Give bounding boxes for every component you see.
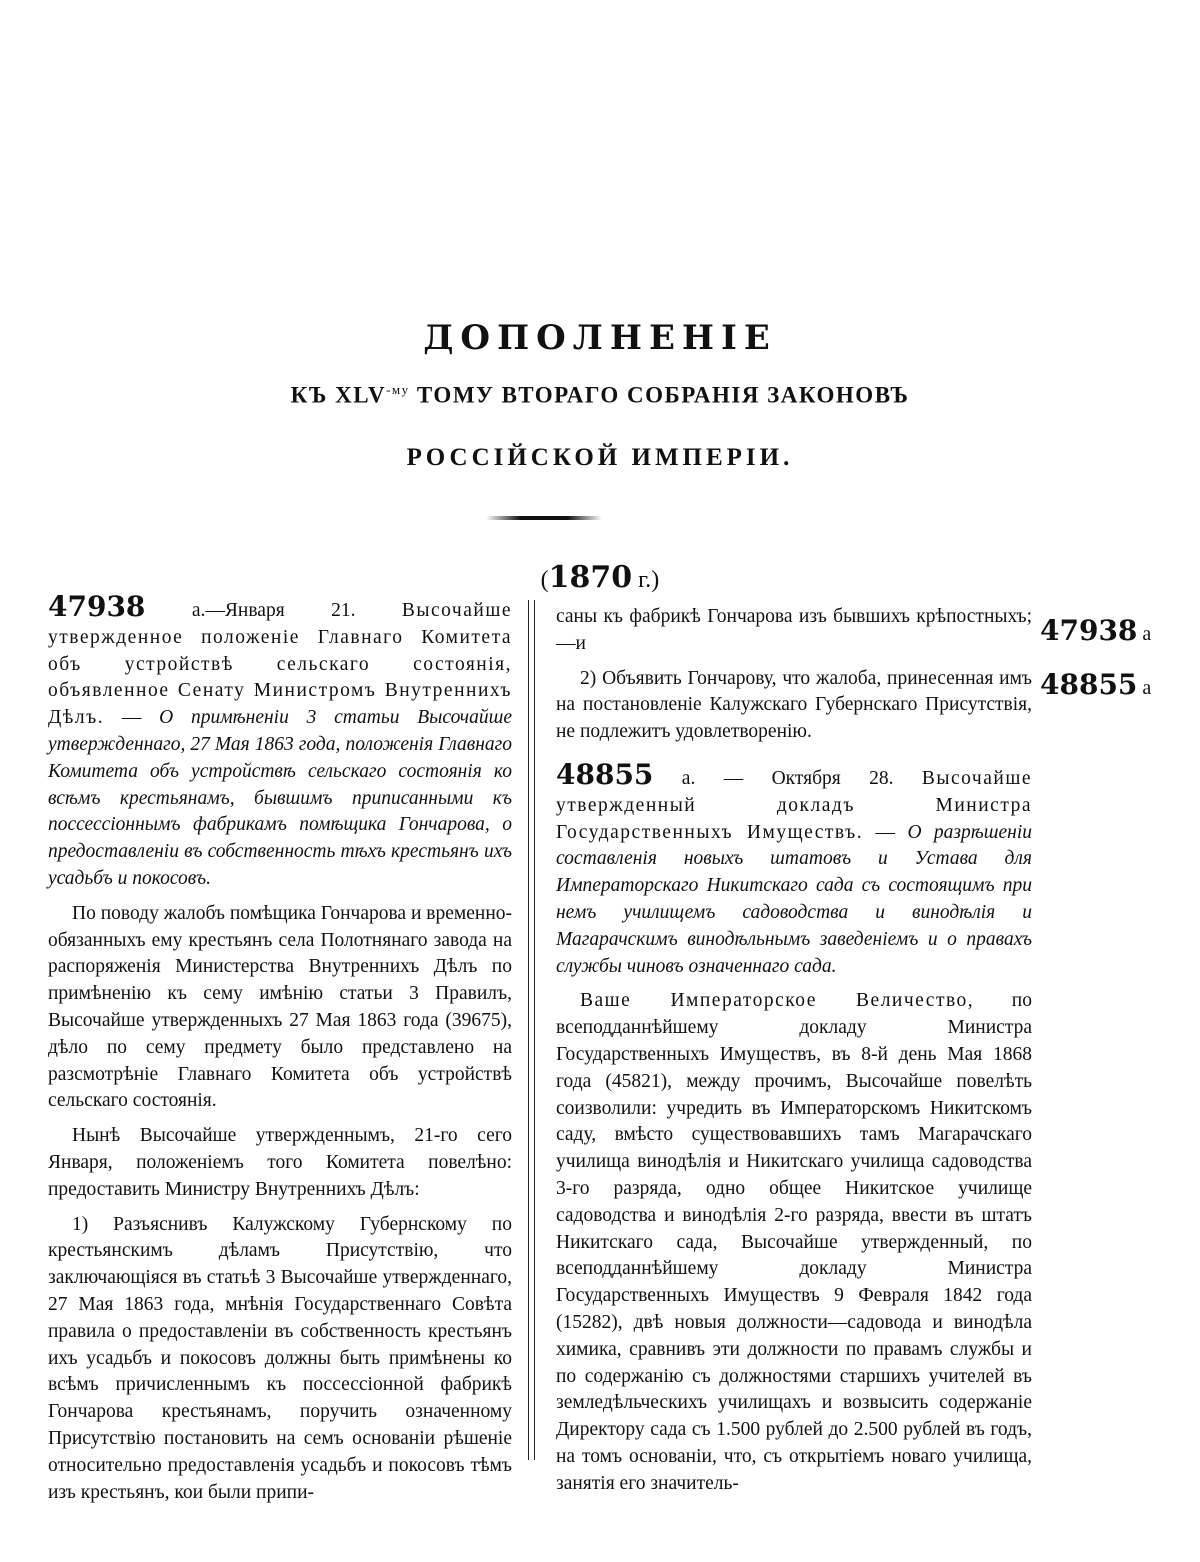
document-subtitle-empire: РОССІЙСКОЙ ИМПЕРІИ. xyxy=(406,444,794,471)
paragraph: Нынѣ Высочайше утвержденнымъ, 21-го сего Января, положеніемъ того Комитета повелѣно: предоставить Министру Внутреннихъ Дѣлъ: xyxy=(48,1125,512,1200)
address-phrase: Ваше Императорское Величество, xyxy=(580,990,975,1012)
law-summary: О разрѣшеніи составленія новыхъ штатовъ и Устава для Императорскаго Никитскаго сада съ состоящимъ при немъ училищемъ садоводства и винодѣлія и Магарачскимъ винодѣльнымъ заведеніемъ и о правахъ службы чиновъ означеннаго сада. xyxy=(556,821,1033,977)
law-heading-47938 xyxy=(48,590,512,893)
law-date: а. — Октября 28. xyxy=(653,767,922,789)
year-number: 1870 xyxy=(548,560,633,595)
law-date: а.—Января 21. xyxy=(145,600,402,621)
left-column xyxy=(48,590,512,1514)
law-title: Высочайше утвержденное положеніе Главнаго Комитета объ устройствѣ сельскаго состоянія, объявленное Сенату Министромъ Внутреннихъ Дѣлъ. xyxy=(48,600,512,729)
year-close: г.) xyxy=(632,567,660,593)
paragraph-body: по всеподданнѣйшему докладу Министра Государственныхъ Имуществъ, въ 8-й день Мая 1868 года (45821), между прочимъ, Высочайше повелѣть соизволили: учредить въ Императорскомъ Никитскомъ саду, вмѣсто существовавшихъ тамъ Магарачскаго училища винодѣлія и Никитскаго училища садоводства 3-го разряда, одно общее Никитское училище садоводства и винодѣлія 2-го разряда, ввести въ штатъ Никитскаго сада, Высочайше утвержденный, по всеподданнѣйшему докладу Министра Государственныхъ Имуществъ 9 Февраля 1842 года (15282), двѣ новыя должности—садовода и винодѣла химика, сравнивъ эти должности по правамъ службы и по содержанію съ должностями старшихъ учителей въ земледѣльческихъ училищахъ и возвысить содержаніе Директору сада съ 1.500 рублей до 2.500 рублей въ годъ, на томъ основаніи, что, съ открытіемъ новаго училища, занятія его значитель- xyxy=(556,990,1032,1494)
margin-ref-suffix: а xyxy=(1137,623,1152,645)
margin-ref-number: 47938 xyxy=(1040,614,1138,647)
law-number: 47938 xyxy=(48,590,146,623)
right-column xyxy=(556,604,1032,1506)
document-title: ДОПОЛНЕНІЕ xyxy=(423,318,777,358)
paragraph xyxy=(556,988,1032,1497)
year-heading xyxy=(0,560,1200,595)
ornamental-rule xyxy=(486,516,602,520)
document-subtitle xyxy=(0,382,1200,409)
year-open-paren: ( xyxy=(540,567,549,593)
margin-ref-number: 48855 xyxy=(1040,668,1138,701)
subtitle-superscript: -му xyxy=(386,382,410,397)
subtitle-part-a: КЪ XLV xyxy=(290,382,387,408)
law-dash: — xyxy=(863,821,908,843)
subtitle-part-b: ТОМУ ВТОРАГО СОБРАНІЯ ЗАКОНОВЪ xyxy=(409,382,910,408)
law-summary: О примѣненіи 3 статьи Высочайше утвержденнаго, 27 Мая 1863 года, положенія Главнаго Комитета объ устройствѣ сельскаго состоянія ко всѣмъ крестьянамъ, бывшимъ приписанными къ поссессіоннымъ фабрикамъ помѣщика Гончарова, о предоставленіи въ собственность тѣхъ крестьянъ ихъ усадьбъ и покосовъ. xyxy=(48,707,512,889)
law-title: Высочайше утвержденный докладъ Министра Государственныхъ Имуществъ. xyxy=(556,767,1032,843)
paragraph: 1) Разъяснивъ Калужскому Губернскому по крестьянскимъ дѣламъ Присутствію, что заключающіяся въ статьѣ 3 Высочайше утвержденнаго, 27 Мая 1863 года, мнѣнія Государственнаго Совѣта правила о предоставленіи въ собственность крестьянъ ихъ усадьбъ и покосовъ должны быть примѣнены ко всѣмъ причисленнымъ къ поссессіонной фабрикѣ Гончарова крестьянамъ, поручить означенному Присутствію постановить на семъ основаніи рѣшеніе относительно предоставленія усадьбъ и покосовъ тѣмъ изъ крестьянъ, кои были припи- xyxy=(48,1213,512,1503)
law-dash: — xyxy=(104,707,160,729)
margin-ref-48855 xyxy=(1040,668,1151,701)
paragraph: 2) Объявить Гончарову, что жалоба, принесенная имъ на постановленіе Калужскаго Губернскаго Присутствія, не подлежитъ удовлетворенію. xyxy=(556,667,1032,743)
column-divider xyxy=(528,600,535,1460)
law-number: 48855 xyxy=(556,757,654,791)
margin-ref-suffix: а xyxy=(1137,677,1152,699)
margin-ref-47938 xyxy=(1040,614,1151,647)
paragraph: По поводу жалобъ помѣщика Гончарова и временно-обязанныхъ ему крестьянъ села Полотнянаго завода на распоряженія Министерства Внутреннихъ Дѣлъ по примѣненію къ сему имѣнію статьи 3 Правилъ, Высочайше утвержденныхъ 27 Мая 1863 года (39675), дѣло по сему предмету было представлено на разсмотрѣніе Главнаго Комитета объ устройствѣ сельскаго состоянія. xyxy=(48,902,512,1112)
paragraph: саны къ фабрикѣ Гончарова изъ бывшихъ крѣпостныхъ;—и xyxy=(556,606,1032,654)
law-heading-48855 xyxy=(556,757,1033,980)
